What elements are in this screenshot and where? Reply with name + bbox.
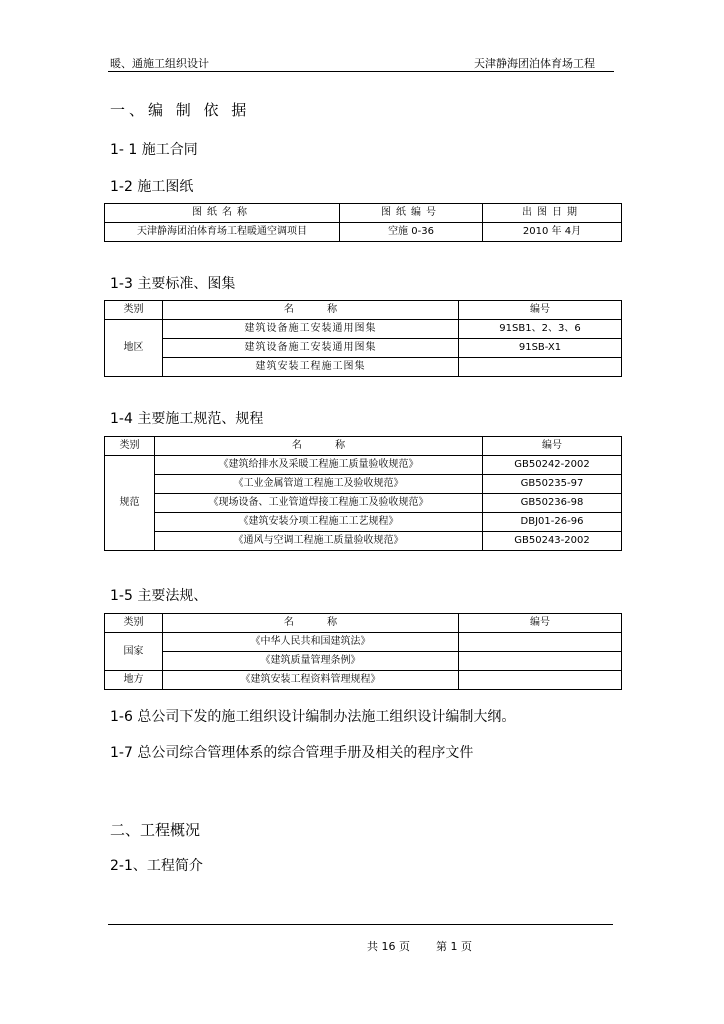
table-cell	[459, 652, 622, 671]
header-rule	[108, 71, 614, 72]
section-1-2-heading: 1-2 施工图纸	[110, 179, 194, 195]
table-cell: 《建筑给排水及采暖工程施工质量验收规范》	[155, 456, 483, 475]
laws-category-national: 国家	[105, 633, 163, 671]
drawings-header-date: 出图日期	[483, 204, 622, 223]
drawings-header-name: 图纸名称	[105, 204, 340, 223]
laws-header-category: 类别	[105, 614, 163, 633]
laws-header-code: 编号	[459, 614, 622, 633]
table-cell	[459, 671, 622, 690]
codes-header-code: 编号	[483, 437, 622, 456]
header-left: 暖、通施工组织设计	[110, 57, 209, 70]
drawings-cell-date: 2010 年 4月	[483, 223, 622, 242]
table-cell: 《工业金属管道工程施工及验收规范》	[155, 475, 483, 494]
table-cell: 《建筑安装分项工程施工工艺规程》	[155, 513, 483, 532]
standards-header-category: 类别	[105, 301, 163, 320]
table-cell: 《现场设备、工业管道焊接工程施工及验收规范》	[155, 494, 483, 513]
table-cell: 建筑设备施工安装通用图集	[163, 339, 459, 358]
table-cell: GB50243-2002	[483, 532, 622, 551]
section-1-7-heading: 1-7 总公司综合管理体系的综合管理手册及相关的程序文件	[110, 745, 474, 761]
table-cell	[459, 358, 622, 377]
drawings-cell-code: 空施 0-36	[340, 223, 483, 242]
section-1-6-heading: 1-6 总公司下发的施工组织设计编制办法施工组织设计编制大纲。	[110, 709, 516, 725]
table-cell: 《建筑质量管理条例》	[163, 652, 459, 671]
codes-category: 规范	[105, 456, 155, 551]
page-footer	[367, 938, 472, 954]
table-cell: 91SB-X1	[459, 339, 622, 358]
standards-table	[104, 300, 622, 377]
footer-rule	[108, 924, 613, 925]
standards-header-name: 名 称	[163, 301, 459, 320]
laws-header-name: 名 称	[163, 614, 459, 633]
section-1-4-heading: 1-4 主要施工规范、规程	[110, 411, 264, 427]
laws-category-local: 地方	[105, 671, 163, 690]
total-pages: 共 16 页	[367, 940, 410, 953]
section-1-title: 一、编 制 依 据	[110, 101, 251, 119]
section-1-3-heading: 1-3 主要标准、图集	[110, 276, 236, 292]
table-cell: 建筑设备施工安装通用图集	[163, 320, 459, 339]
drawings-cell-name: 天津静海团泊体育场工程暖通空调项目	[105, 223, 340, 242]
table-cell: 91SB1、2、3、6	[459, 320, 622, 339]
section-2-1-heading: 2-1、工程简介	[110, 858, 203, 874]
codes-header-name: 名 称	[155, 437, 483, 456]
section-2-title: 二、工程概况	[110, 821, 201, 839]
header-right: 天津静海团泊体育场工程	[474, 57, 595, 70]
table-cell: DBJ01-26-96	[483, 513, 622, 532]
table-cell: 《中华人民共和国建筑法》	[163, 633, 459, 652]
section-1-5-heading: 1-5 主要法规、	[110, 588, 208, 604]
table-cell: 《建筑安装工程资料管理规程》	[163, 671, 459, 690]
table-cell: 《通风与空调工程施工质量验收规范》	[155, 532, 483, 551]
table-cell: GB50236-98	[483, 494, 622, 513]
section-1-1-heading: 1- 1 施工合同	[110, 142, 198, 158]
table-cell: GB50235-97	[483, 475, 622, 494]
table-cell	[459, 633, 622, 652]
current-page: 第 1 页	[436, 940, 472, 953]
drawings-table	[104, 203, 622, 242]
standards-category: 地区	[105, 320, 163, 377]
laws-table	[104, 613, 622, 690]
table-cell: GB50242-2002	[483, 456, 622, 475]
drawings-header-code: 图纸编号	[340, 204, 483, 223]
codes-table	[104, 436, 622, 551]
table-cell: 建筑安装工程施工图集	[163, 358, 459, 377]
codes-header-category: 类别	[105, 437, 155, 456]
standards-header-code: 编号	[459, 301, 622, 320]
